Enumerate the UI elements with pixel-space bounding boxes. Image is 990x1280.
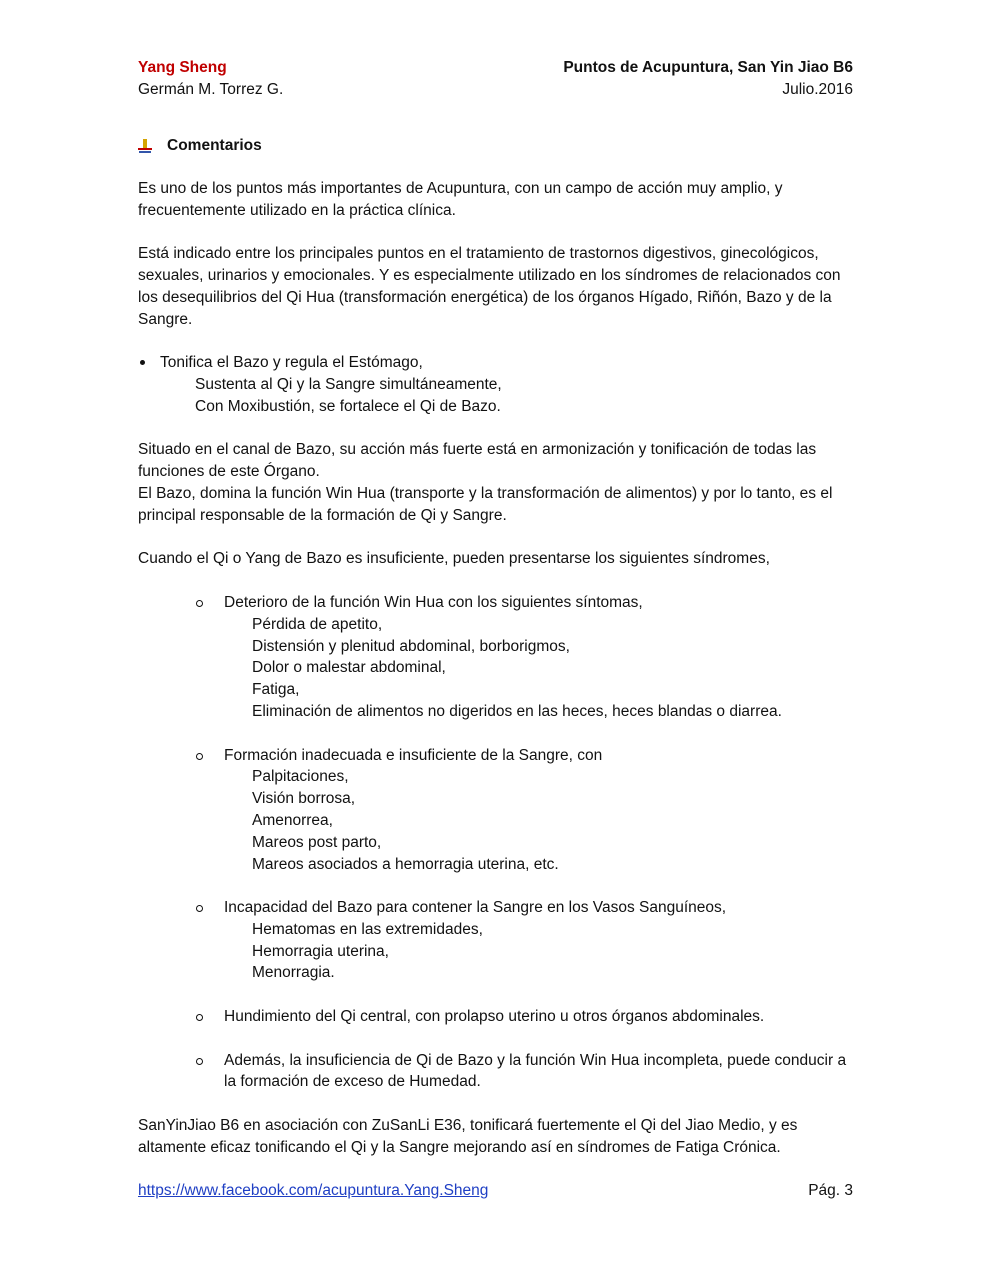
- bullet-sub-line: Con Moxibustión, se fortalece el Qi de Bazo.: [195, 397, 501, 415]
- document-page: [138, 57, 853, 1159]
- symptom-line: Hemorragia uterina,: [252, 942, 389, 960]
- paragraph-4: El Bazo, domina la función Win Hua (transporte y la transformación de alimentos) y por lo tanto, es el principal responsable de la formación de Qi y Sangre.: [138, 484, 833, 524]
- paragraph-1: Es uno de los puntos más importantes de Acupuntura, con un campo de acción muy amplio, y frecuentemente utilizado en la práctica clínica.: [138, 179, 783, 219]
- syndrome-title: Además, la insuficiencia de Qi de Bazo y la función Win Hua incompleta, puede conducir a la formación de exceso de Humedad.: [224, 1051, 847, 1091]
- circle-bullet-icon: [195, 1050, 224, 1094]
- circle-bullet-icon: [195, 592, 224, 723]
- syndrome-title: Hundimiento del Qi central, con prolapso uterino u otros órganos abdominales.: [224, 1008, 765, 1026]
- circle-bullet-icon: [195, 897, 224, 984]
- circle-bullet-icon: [195, 1006, 224, 1028]
- symptom-line: Palpitaciones,: [252, 768, 349, 786]
- facebook-link[interactable]: https://www.facebook.com/acupuntura.Yang.Sheng: [138, 1182, 489, 1199]
- header-author: Germán M. Torrez G.: [138, 81, 284, 98]
- bullet-list: [138, 352, 853, 417]
- header-date: Julio.2016: [782, 81, 853, 98]
- syndrome-item: [195, 1006, 853, 1028]
- header-site-title: Yang Sheng: [138, 59, 227, 76]
- symptom-line: Mareos post parto,: [252, 833, 382, 851]
- circle-bullet-icon: [195, 745, 224, 876]
- bullet-icon: [138, 352, 160, 374]
- paragraph-2: Está indicado entre los principales puntos en el tratamiento de trastornos digestivos, ginecológicos, sexuales, urinarios y emocionales. Y es especialmente utilizado en los síndromes de relacionados con los desequilibrios del Qi Hua (transformación energética) de los órganos Hígado, Riñón, Bazo y de la Sangre.: [138, 245, 841, 328]
- header-row-1: [138, 57, 853, 79]
- header-row-2: [138, 79, 853, 101]
- syndrome-item: [195, 897, 853, 984]
- footer: [138, 1180, 853, 1202]
- bullet-main-text: Tonifica el Bazo y regula el Estómago,: [160, 354, 423, 372]
- symptom-line: Hematomas en las extremidades,: [252, 920, 483, 938]
- symptom-line: Eliminación de alimentos no digeridos en las heces, heces blandas o diarrea.: [252, 702, 782, 720]
- symptom-line: Visión borrosa,: [252, 790, 356, 808]
- paragraph-5: Cuando el Qi o Yang de Bazo es insuficiente, pueden presentarse los siguientes síndromes,: [138, 550, 770, 568]
- symptom-line: Fatiga,: [252, 681, 300, 699]
- syndrome-list: [138, 592, 853, 1093]
- syndrome-title: Deterioro de la función Win Hua con los siguientes síntomas,: [224, 593, 643, 611]
- syndrome-item: [195, 745, 853, 876]
- paragraph-3: Situado en el canal de Bazo, su acción más fuerte está en armonización y tonificación de todas las funciones de este Órgano.: [138, 441, 817, 481]
- symptom-line: Distensión y plenitud abdominal, borborigmos,: [252, 637, 570, 655]
- section-title: Comentarios: [167, 137, 262, 154]
- list-item: [138, 352, 853, 374]
- syndrome-title: Incapacidad del Bazo para contener la Sangre en los Vasos Sanguíneos,: [224, 899, 727, 917]
- page-number: Pág. 3: [808, 1182, 853, 1199]
- symptom-line: Amenorrea,: [252, 811, 333, 829]
- syndrome-title: Formación inadecuada e insuficiente de la Sangre, con: [224, 746, 603, 764]
- section-marker-icon: [138, 139, 152, 153]
- symptom-line: Pérdida de apetito,: [252, 615, 383, 633]
- paragraph-6: SanYinJiao B6 en asociación con ZuSanLi E36, tonificará fuertemente el Qi del Jiao Medio, y es altamente eficaz tonificando el Qi y la Sangre mejorando así en síndromes de Fatiga Crónica.: [138, 1117, 798, 1156]
- symptom-line: Mareos asociados a hemorragia uterina, etc.: [252, 855, 559, 873]
- symptom-line: Menorragia.: [252, 964, 335, 982]
- symptom-line: Dolor o malestar abdominal,: [252, 659, 446, 677]
- syndrome-item: [195, 1050, 853, 1094]
- header-document-title: Puntos de Acupuntura, San Yin Jiao B6: [563, 59, 853, 76]
- section-heading: [138, 135, 853, 157]
- bullet-sub-line: Sustenta al Qi y la Sangre simultáneamente,: [195, 375, 502, 393]
- syndrome-item: [195, 592, 853, 723]
